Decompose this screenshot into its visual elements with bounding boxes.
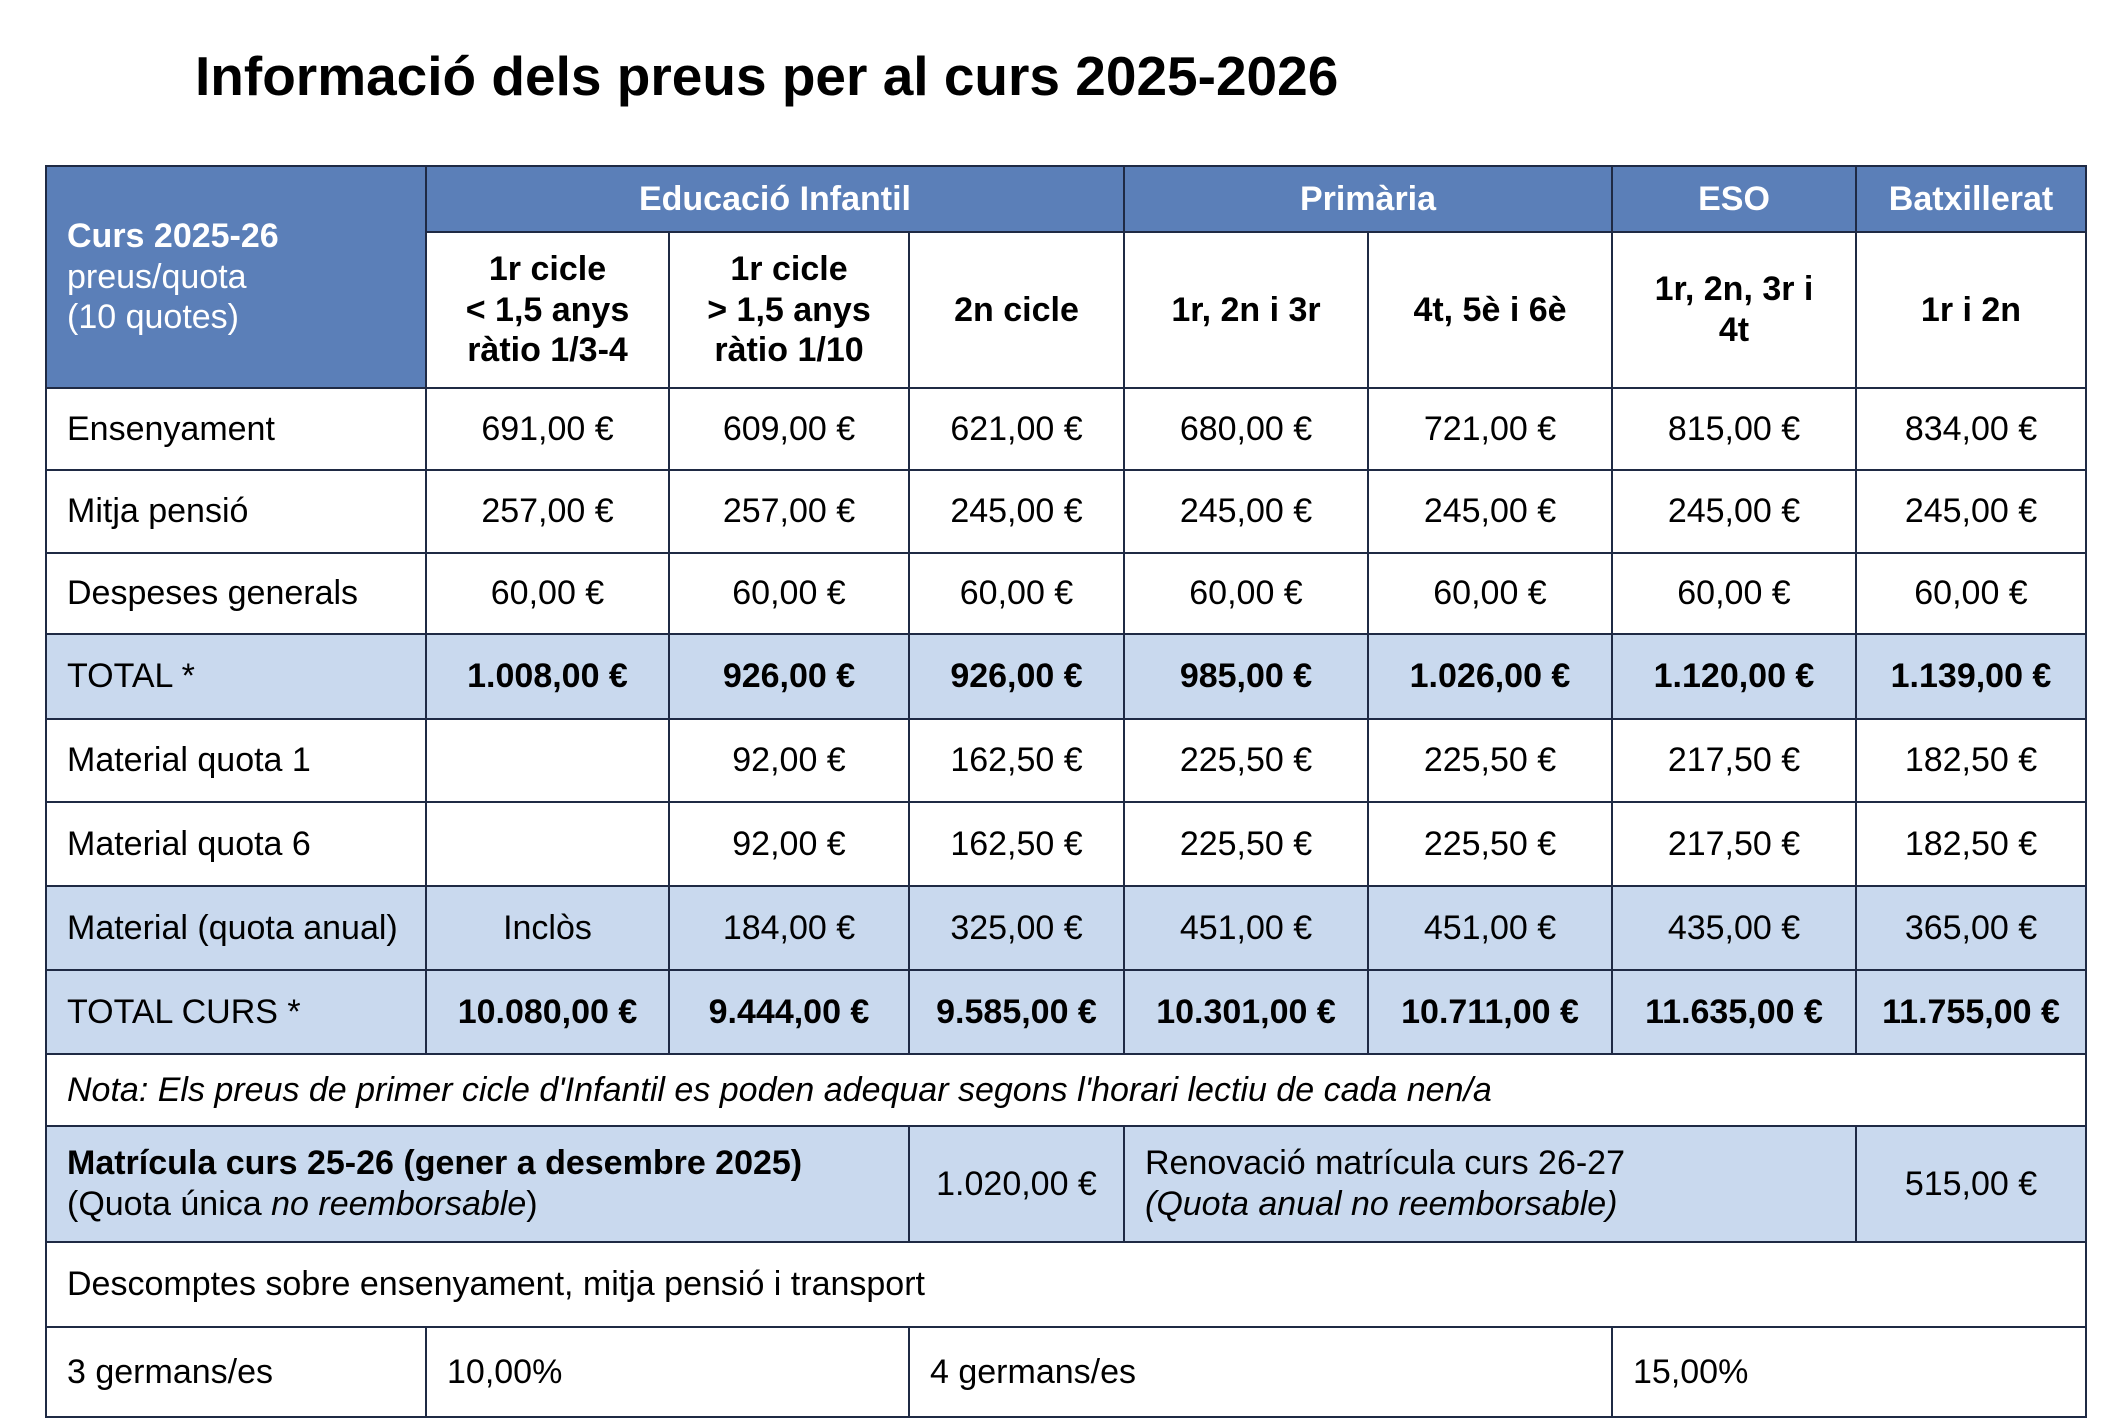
cell-value: 680,00 €	[1124, 388, 1368, 470]
cell-value: Inclòs	[426, 886, 669, 970]
cell-value: 257,00 €	[426, 470, 669, 553]
group-eso: ESO	[1612, 166, 1856, 232]
cell-value: 217,50 €	[1612, 802, 1856, 886]
table-row	[46, 886, 2086, 970]
header-group-row	[46, 166, 2086, 232]
renovacio-sub: (Quota anual no reemborsable)	[1145, 1185, 1618, 1223]
cell-value: 60,00 €	[1124, 553, 1368, 634]
subheader-primaria-4-6: 4t, 5è i 6è	[1368, 232, 1612, 388]
cell-value: 245,00 €	[1124, 470, 1368, 553]
cell-value: 9.444,00 €	[669, 970, 909, 1054]
cell-value: 225,50 €	[1124, 719, 1368, 802]
total-row	[46, 634, 2086, 719]
table-row	[46, 553, 2086, 634]
matricula-title: Matrícula curs 25-26 (gener a desembre 2025)	[67, 1144, 803, 1183]
matricula-label	[46, 1126, 909, 1242]
cell-value: 60,00 €	[669, 553, 909, 634]
cell-value: 1.026,00 €	[1368, 634, 1612, 719]
cell-value: 60,00 €	[1856, 553, 2086, 634]
cell-value: 225,50 €	[1368, 719, 1612, 802]
subheader-infantil-1r-cicle-a: 1r cicle < 1,5 anys ràtio 1/3-4	[426, 232, 669, 388]
cell-value: 815,00 €	[1612, 388, 1856, 470]
cell-value: 834,00 €	[1856, 388, 2086, 470]
descomptes-title-row	[46, 1242, 2086, 1327]
row-label: Material quota 1	[46, 719, 426, 802]
row-label: Material quota 6	[46, 802, 426, 886]
row-label: Despeses generals	[46, 553, 426, 634]
cell-value: 10.301,00 €	[1124, 970, 1368, 1054]
table-row	[46, 802, 2086, 886]
note-text: Nota: Els preus de primer cicle d'Infantil es poden adequar segons l'horari lectiu de cada nen/a	[46, 1054, 2086, 1126]
cell-value: 245,00 €	[1612, 470, 1856, 553]
cell-value: 985,00 €	[1124, 634, 1368, 719]
cell-value: 1.008,00 €	[426, 634, 669, 719]
discount-label: 4 germans/es	[909, 1327, 1612, 1417]
matricula-sub: (Quota única no reemborsable)	[67, 1185, 538, 1223]
table-row	[46, 388, 2086, 470]
group-batxillerat: Batxillerat	[1856, 166, 2086, 232]
descomptes-row	[46, 1327, 2086, 1417]
cell-value: 245,00 €	[1368, 470, 1612, 553]
cell-value: 60,00 €	[1612, 553, 1856, 634]
descomptes-title: Descomptes sobre ensenyament, mitja pensió i transport	[46, 1242, 2086, 1327]
discount-label: 3 germans/es	[46, 1327, 426, 1417]
row-label: Mitja pensió	[46, 470, 426, 553]
cell-value: 257,00 €	[669, 470, 909, 553]
renovacio-title: Renovació matrícula curs 26-27	[1145, 1144, 1626, 1183]
cell-value: 451,00 €	[1368, 886, 1612, 970]
row-label: TOTAL CURS *	[46, 970, 426, 1054]
corner-header: Curs 2025-26 preus/quota (10 quotes)	[46, 166, 426, 388]
row-label: Material (quota anual)	[46, 886, 426, 970]
cell-value: 182,50 €	[1856, 719, 2086, 802]
cell-value	[426, 802, 669, 886]
cell-value: 92,00 €	[669, 802, 909, 886]
cell-value: 1.120,00 €	[1612, 634, 1856, 719]
discount-value: 10,00%	[426, 1327, 909, 1417]
cell-value: 9.585,00 €	[909, 970, 1124, 1054]
cell-value: 162,50 €	[909, 719, 1124, 802]
cell-value: 609,00 €	[669, 388, 909, 470]
cell-value: 1.139,00 €	[1856, 634, 2086, 719]
cell-value: 60,00 €	[1368, 553, 1612, 634]
subheader-batxillerat: 1r i 2n	[1856, 232, 2086, 388]
cell-value: 92,00 €	[669, 719, 909, 802]
cell-value: 721,00 €	[1368, 388, 1612, 470]
group-primaria: Primària	[1124, 166, 1612, 232]
cell-value	[426, 719, 669, 802]
renovacio-label	[1124, 1126, 1856, 1242]
cell-value: 182,50 €	[1856, 802, 2086, 886]
cell-value: 245,00 €	[1856, 470, 2086, 553]
subheader-eso: 1r, 2n, 3r i 4t	[1612, 232, 1856, 388]
cell-value: 225,50 €	[1124, 802, 1368, 886]
cell-value: 451,00 €	[1124, 886, 1368, 970]
row-label: TOTAL *	[46, 634, 426, 719]
table-row	[46, 719, 2086, 802]
matricula-row	[46, 1126, 2086, 1242]
cell-value: 10.711,00 €	[1368, 970, 1612, 1054]
table-row	[46, 470, 2086, 553]
group-educacio-infantil: Educació Infantil	[426, 166, 1124, 232]
subheader-primaria-1-3: 1r, 2n i 3r	[1124, 232, 1368, 388]
renovacio-value: 515,00 €	[1856, 1126, 2086, 1242]
cell-value: 245,00 €	[909, 470, 1124, 553]
subheader-infantil-2n-cicle: 2n cicle	[909, 232, 1124, 388]
cell-value: 926,00 €	[669, 634, 909, 719]
note-row	[46, 1054, 2086, 1126]
cell-value: 162,50 €	[909, 802, 1124, 886]
cell-value: 225,50 €	[1368, 802, 1612, 886]
cell-value: 217,50 €	[1612, 719, 1856, 802]
cell-value: 184,00 €	[669, 886, 909, 970]
cell-value: 60,00 €	[909, 553, 1124, 634]
total-curs-row	[46, 970, 2086, 1054]
cell-value: 435,00 €	[1612, 886, 1856, 970]
price-table	[45, 165, 2087, 1418]
discount-value: 15,00%	[1612, 1327, 2086, 1417]
subheader-infantil-1r-cicle-b: 1r cicle > 1,5 anys ràtio 1/10	[669, 232, 909, 388]
matricula-value: 1.020,00 €	[909, 1126, 1124, 1242]
cell-value: 926,00 €	[909, 634, 1124, 719]
cell-value: 60,00 €	[426, 553, 669, 634]
cell-value: 691,00 €	[426, 388, 669, 470]
cell-value: 365,00 €	[1856, 886, 2086, 970]
page-title: Informació dels preus per al curs 2025-2026	[195, 45, 1339, 107]
row-label: Ensenyament	[46, 388, 426, 470]
cell-value: 10.080,00 €	[426, 970, 669, 1054]
cell-value: 11.755,00 €	[1856, 970, 2086, 1054]
cell-value: 325,00 €	[909, 886, 1124, 970]
cell-value: 621,00 €	[909, 388, 1124, 470]
cell-value: 11.635,00 €	[1612, 970, 1856, 1054]
